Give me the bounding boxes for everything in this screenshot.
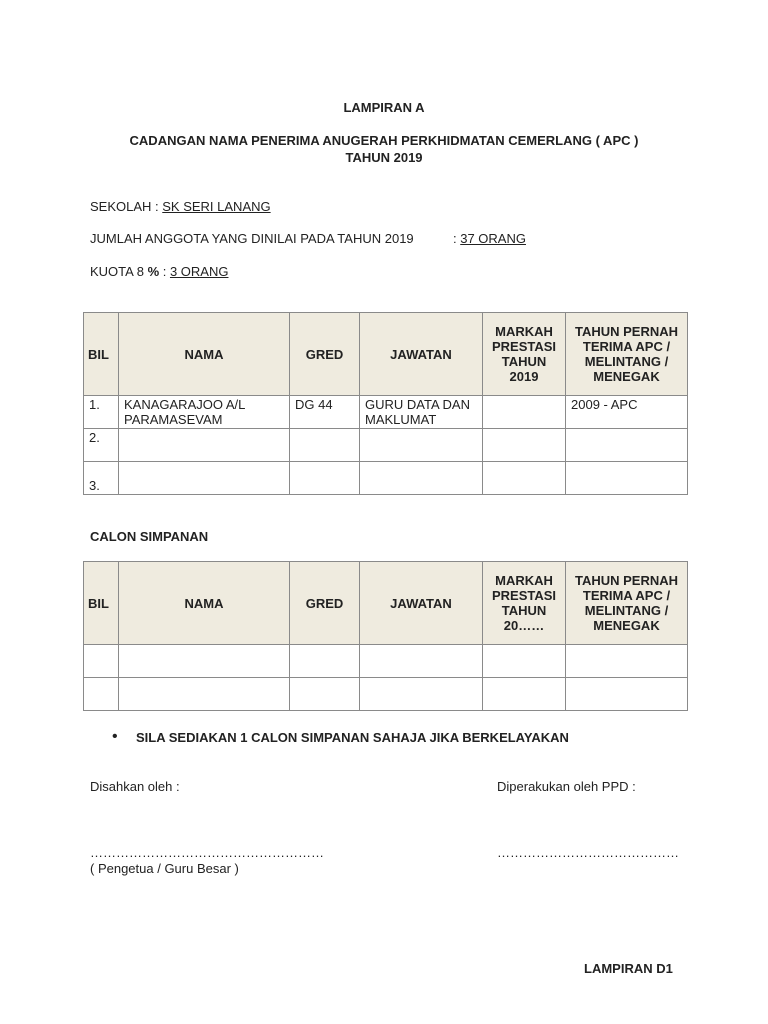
bullet-icon: •	[112, 728, 118, 745]
cell-gred	[290, 429, 360, 462]
right-signature-line: ……………………………………	[497, 845, 679, 860]
jumlah-sep: :	[453, 231, 461, 246]
header-bil: BIL	[84, 562, 119, 645]
cell-jawatan	[360, 678, 483, 711]
cell-nama	[119, 645, 290, 678]
cell-jawatan: GURU DATA DAN MAKLUMAT	[360, 396, 483, 429]
cell-tahun	[566, 645, 688, 678]
table-row	[84, 396, 688, 429]
jumlah-value-line	[453, 231, 526, 246]
header-markah: MARKAH PRESTASI TAHUN 2019	[483, 313, 566, 396]
cell-nama	[119, 678, 290, 711]
jumlah-line	[90, 231, 414, 246]
table-header-row	[84, 313, 688, 396]
header-gred: GRED	[290, 313, 360, 396]
cell-nama	[119, 462, 290, 495]
kuota-percent: %	[147, 264, 160, 279]
cell-nama	[119, 429, 290, 462]
header-jawatan: JAWATAN	[360, 562, 483, 645]
diperakukan-label: Diperakukan oleh PPD :	[497, 779, 636, 794]
reserve-table	[83, 561, 688, 711]
header-jawatan: JAWATAN	[360, 313, 483, 396]
cell-gred	[290, 462, 360, 495]
sekolah-value: SK SERI LANANG	[162, 199, 271, 214]
header-tahun: TAHUN PERNAH TERIMA APC / MELINTANG / MENEGAK	[566, 313, 688, 396]
cell-gred	[290, 678, 360, 711]
cell-bil	[84, 678, 119, 711]
lampiran-d1-title: LAMPIRAN D1	[584, 961, 673, 976]
cell-jawatan	[360, 462, 483, 495]
document-year: TAHUN 2019	[345, 150, 423, 165]
cell-bil	[84, 645, 119, 678]
cell-tahun: 2009 - APC	[566, 396, 688, 429]
cell-markah	[483, 429, 566, 462]
disahkan-label: Disahkan oleh :	[90, 779, 180, 794]
document-title: CADANGAN NAMA PENERIMA ANUGERAH PERKHIDMATAN CEMERLANG ( APC )	[129, 133, 639, 148]
cell-bil: 2.	[84, 429, 119, 462]
cell-markah	[483, 396, 566, 429]
kuota-label: KUOTA 8	[90, 264, 148, 279]
reserve-note: SILA SEDIAKAN 1 CALON SIMPANAN SAHAJA JIKA BERKELAYAKAN	[136, 730, 569, 745]
jumlah-label: JUMLAH ANGGOTA YANG DINILAI PADA TAHUN 2019	[90, 231, 414, 246]
cell-markah	[483, 678, 566, 711]
kuota-value: 3 ORANG	[169, 264, 229, 279]
header-nama: NAMA	[119, 562, 290, 645]
cell-bil: 3.	[84, 462, 119, 495]
table-row	[84, 429, 688, 462]
cell-gred	[290, 645, 360, 678]
header-bil: BIL	[84, 313, 119, 396]
header-nama: NAMA	[119, 313, 290, 396]
nominee-table	[83, 312, 688, 495]
sekolah-label: SEKOLAH :	[90, 199, 163, 214]
cell-tahun	[566, 462, 688, 495]
jumlah-value: 37 ORANG	[460, 231, 526, 246]
cell-jawatan	[360, 645, 483, 678]
table-row	[84, 462, 688, 495]
sekolah-line	[90, 199, 271, 214]
cell-tahun	[566, 429, 688, 462]
kuota-sep: :	[159, 264, 170, 279]
cell-bil: 1.	[84, 396, 119, 429]
left-signature-line: ………………………………………………	[90, 845, 324, 860]
table-header-row	[84, 562, 688, 645]
cell-nama: KANAGARAJOO A/L PARAMASEVAM	[119, 396, 290, 429]
cell-gred: DG 44	[290, 396, 360, 429]
lampiran-a-title: LAMPIRAN A	[343, 100, 425, 115]
header-tahun: TAHUN PERNAH TERIMA APC / MELINTANG / MENEGAK	[566, 562, 688, 645]
cell-markah	[483, 462, 566, 495]
cell-tahun	[566, 678, 688, 711]
kuota-line	[90, 264, 228, 279]
table-row	[84, 678, 688, 711]
header-gred: GRED	[290, 562, 360, 645]
left-signature-role: ( Pengetua / Guru Besar )	[90, 861, 239, 876]
cell-markah	[483, 645, 566, 678]
table-row	[84, 645, 688, 678]
header-markah: MARKAH PRESTASI TAHUN 20……	[483, 562, 566, 645]
cell-jawatan	[360, 429, 483, 462]
calon-simpanan-heading: CALON SIMPANAN	[90, 529, 209, 544]
